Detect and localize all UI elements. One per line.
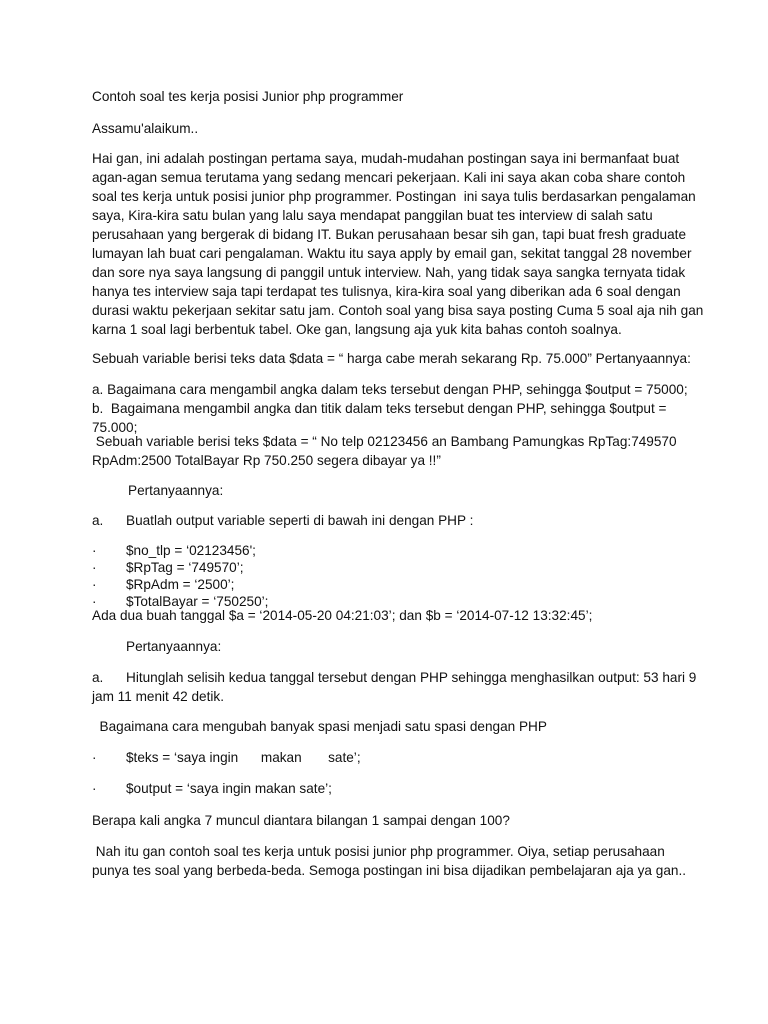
intro-line: soal tes kerja untuk posisi junior php programmer. Postingan ini saya tulis berdasarkan pengalaman <box>92 189 696 204</box>
question-2: Sebuah variable berisi teks $data = “ No telp 02123456 an Bambang Pamungkas RpTag:749570 <box>92 434 677 449</box>
bullet-icon: · <box>92 750 97 765</box>
question-3-a-marker: a. <box>92 670 104 685</box>
bullet-item: $output = ‘saya ingin makan sate’; <box>126 781 332 796</box>
bullet-icon: · <box>92 577 97 592</box>
question-2-heading: Pertanyaannya: <box>128 483 224 498</box>
bullet-item: $RpTag = ‘749570’; <box>126 560 244 575</box>
question-5: Berapa kali angka 7 muncul diantara bilangan 1 sampai dengan 100? <box>92 813 510 828</box>
greeting: Assamu'alaikum.. <box>92 121 199 136</box>
option-b: b. Bagaimana mengambil angka dan titik dalam teks tersebut dengan PHP, sehingga $output = <box>92 401 667 416</box>
question-3-a-text: Hitunglah selisih kedua tanggal tersebut dengan PHP sehingga menghasilkan output: 53 hari 9 <box>126 670 697 685</box>
closing-line: punya tes soal yang berbeda-beda. Semoga postingan ini bisa dijadikan pembelajaran aja ya gan.. <box>92 863 687 878</box>
bullet-icon: · <box>92 543 97 558</box>
intro-line: agan-agan semua terutama yang sedang mencari pekerjaan. Kali ini saya akan coba share contoh <box>92 170 686 185</box>
question-3-heading: Pertanyaannya: <box>126 639 222 654</box>
option-a: a. Bagaimana cara mengambil angka dalam teks tersebut dengan PHP, sehingga $output = 75000; <box>92 382 688 397</box>
question-1: Sebuah variable berisi teks data $data = “ harga cabe merah sekarang Rp. 75.000” Pertanyaannya: <box>92 351 691 366</box>
intro-line: perusahaan yang bergerak di bidang IT. Bukan perusahaan besar sih gan, tapi buat fresh graduate <box>92 227 687 242</box>
question-3: Ada dua buah tanggal $a = ‘2014-05-20 04:21:03’; dan $b = ‘2014-07-12 13:32:45’; <box>92 608 593 623</box>
intro-line: Hai gan, ini adalah postingan pertama saya, mudah-mudahan postingan saya ini bermanfaat buat <box>92 151 680 166</box>
intro-line: saya, Kira-kira satu bulan yang lalu saya mendapat panggilan buat tes interview di salah satu <box>92 208 653 223</box>
question-2-a-text: Buatlah output variable seperti di bawah ini dengan PHP : <box>126 513 474 528</box>
bullet-item: $no_tlp = ‘02123456'; <box>126 543 256 558</box>
question-2-a-marker: a. <box>92 513 104 528</box>
intro-line: karna 1 soal lagi berbentuk tabel. Oke gan, langsung aja yuk kita bahas contoh soalnya. <box>92 322 622 337</box>
intro-line: hanya tes interview saja tapi terdapat tes tulisnya, kira-kira soal yang diberikan ada 6 soal dengan <box>92 284 681 299</box>
intro-line: lumayan lah buat cari pengalaman. Waktu itu saya apply by email gan, sekitat tanggal 28 november <box>92 246 692 261</box>
document-title: Contoh soal tes kerja posisi Junior php programmer <box>92 89 404 104</box>
bullet-icon: · <box>92 560 97 575</box>
bullet-item: $teks = ‘saya ingin makan sate’; <box>126 750 361 765</box>
bullet-icon: · <box>92 594 97 609</box>
option-b-continued: 75.000; <box>92 420 138 435</box>
intro-line: dan sore nya saya langsung di panggil untuk interview. Nah, yang tidak saya sangka ternyata tidak <box>92 265 686 280</box>
bullet-item: $RpAdm = ‘2500’; <box>126 577 235 592</box>
bullet-icon: · <box>92 781 97 796</box>
question-4: Bagaimana cara mengubah banyak spasi menjadi satu spasi dengan PHP <box>92 719 547 734</box>
intro-line: durasi waktu pekerjaan sekitar satu jam. Contoh soal yang bisa saya posting Cuma 5 soal aja nih gan <box>92 303 704 318</box>
bullet-item: $TotalBayar = ‘750250’; <box>126 594 269 609</box>
question-2-continued: RpAdm:2500 TotalBayar Rp 750.250 segera dibayar ya !!” <box>92 453 441 468</box>
closing-line: Nah itu gan contoh soal tes kerja untuk posisi junior php programmer. Oiya, setiap perusahaan <box>92 844 665 859</box>
question-3-a-continued: jam 11 menit 42 detik. <box>92 689 224 704</box>
